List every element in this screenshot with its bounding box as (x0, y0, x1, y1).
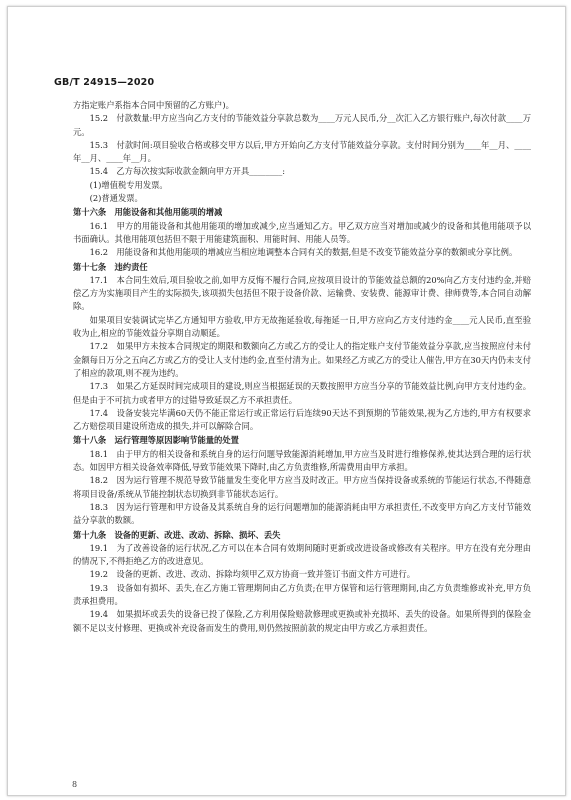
paragraph: 19.1 为了改善设备的运行状况,乙方可以在本合同有效期间随时更新或改进设备或修改有关程序。甲方在没有充分理由的情况下,不得拒绝乙方的改进意见。 (73, 542, 531, 567)
section-heading: 第十九条 设备的更新、改进、改动、拆除、损坏、丢失 (73, 529, 281, 540)
paragraph: 17.3 如果乙方延误时间完成项目的建设,则应当根据延误的天数按照甲方应当分享的节能效益比例,向甲方支付违约金。但是由于不可抗力或者甲方的过错导致延误乙方不承担责任。 (73, 381, 531, 405)
paragraph: 16.1 甲方的用能设备和其他用能项的增加或减少,应当通知乙方。甲乙双方应当对增加或减少的设备和其他用能项予以书面确认。其他用能项包括但不限于用能建筑面积、用能时间、用能人员等。 (73, 220, 531, 244)
paragraph: 15.3 付款时间:项目验收合格或移交甲方以后,甲方开始向乙方支付节能效益分享款。支付时间分别为____年__月、____年__月、____年__月。 (73, 139, 531, 164)
paragraph: 17.2 如果甲方未按本合同规定的期限和数额向乙方或乙方的受让人的指定账户支付节能效益分享款,应当按照应付未付金额每日万分之五向乙方或乙方的受让人支付违约金,直至付清为止。如果经乙方或乙方的受让人催告,甲方在30天内仍未支付了相应的款项,则不视为违约。 (73, 341, 531, 378)
paragraph: (1)增值税专用发票。 (89, 179, 168, 190)
paragraph: 19.3 设备如有损坏、丢失,在乙方施工管理期间由乙方负责;在甲方保管和运行管理期间,由乙方负责维修或补充,甲方负责承担费用。 (73, 582, 531, 606)
section-heading: 第十七条 违约责任 (73, 261, 148, 272)
paragraph: 16.2 用能设备和其他用能项的增减应当相应地调整本合同有关的数据,但是不改变节能效益分享的数额或分享比例。 (89, 247, 518, 258)
section-heading: 第十六条 用能设备和其他用能项的增减 (73, 207, 223, 218)
paragraph: 18.1 由于甲方的相关设备和系统自身的运行问题导致能源消耗增加,甲方应当及时进行维修保养,使其达到合理的运行状态。如因甲方相关设备效率降低,导致节能效果下降时,由乙方负责维修,所需费用由甲方承担。 (73, 448, 531, 473)
paragraph: 19.2 设备的更新、改进、改动、拆除均须甲乙双方协商一致并签订书面文件方可进行。 (89, 569, 416, 580)
paragraph: 方指定账户系指本合同中预留的乙方账户)。 (73, 100, 234, 110)
paragraph: 19.4 如果损坏或丢失的设备已投了保险,乙方利用保险赔款修理或更换或补充损坏、丢失的设备。如果所得到的保险金额不足以支付修理、更换或补充设备而发生的费用,则仍然按照前款的规定由甲方或乙方承担责任。 (73, 609, 531, 633)
paragraph: 15.2 付款数量:甲方应当向乙方支付的节能效益分享款总数为____万元人民币,分__次汇入乙方银行账户,每次付款____万元。 (73, 113, 531, 137)
document-page (7, 6, 566, 796)
paragraph: 15.4 乙方每次按实际收款金额向甲方开具________: (89, 166, 286, 177)
paragraph: (2)普通发票。 (89, 193, 143, 204)
paragraph: 18.2 因为运行管理不规范导致节能量发生变化甲方应当及时改正。甲方应当保持设备或系统的节能运行状态,不得随意将项目设备/系统从节能控制状态切换到非节能状态运行。 (73, 475, 531, 499)
paragraph: 17.1 本合同生效后,项目验收之前,如甲方反悔不履行合同,应按项目设计的节能效益总额的20%向乙方支付违约金,并赔偿乙方为实施项目产生的实际损失,该项损失包括但不限于设备价款、运输费、安装费、能源审计费、律师费等,本合同自动解除。 (73, 274, 531, 312)
section-heading: 第十八条 运行管理等原因影响节能量的处置 (73, 435, 239, 446)
paragraph: 17.4 设备安装完毕满60天仍不能正常运行或正常运行后连续90天达不到预期的节能效果,视为乙方违约,甲方有权要求乙方赔偿项目建设所造成的损失,并可以解除合同。 (73, 407, 531, 432)
page-number: 8 (72, 780, 78, 789)
paragraph: 18.3 因为运行管理和甲方设备及其系统自身的运行问题增加的能源消耗由甲方承担责任,不改变甲方向乙方支付节能效益分享款的数额。 (73, 501, 531, 526)
document-body (73, 99, 531, 635)
paragraph: 如果项目安装调试完毕乙方通知甲方验收,甲方无故拖延验收,每拖延一日,甲方应向乙方支付违约金____元人民币,直至验收为止,相应的节能效益分享期自动顺延。 (73, 314, 531, 339)
standard-code-header: GB/T 24915—2020 (54, 77, 155, 88)
